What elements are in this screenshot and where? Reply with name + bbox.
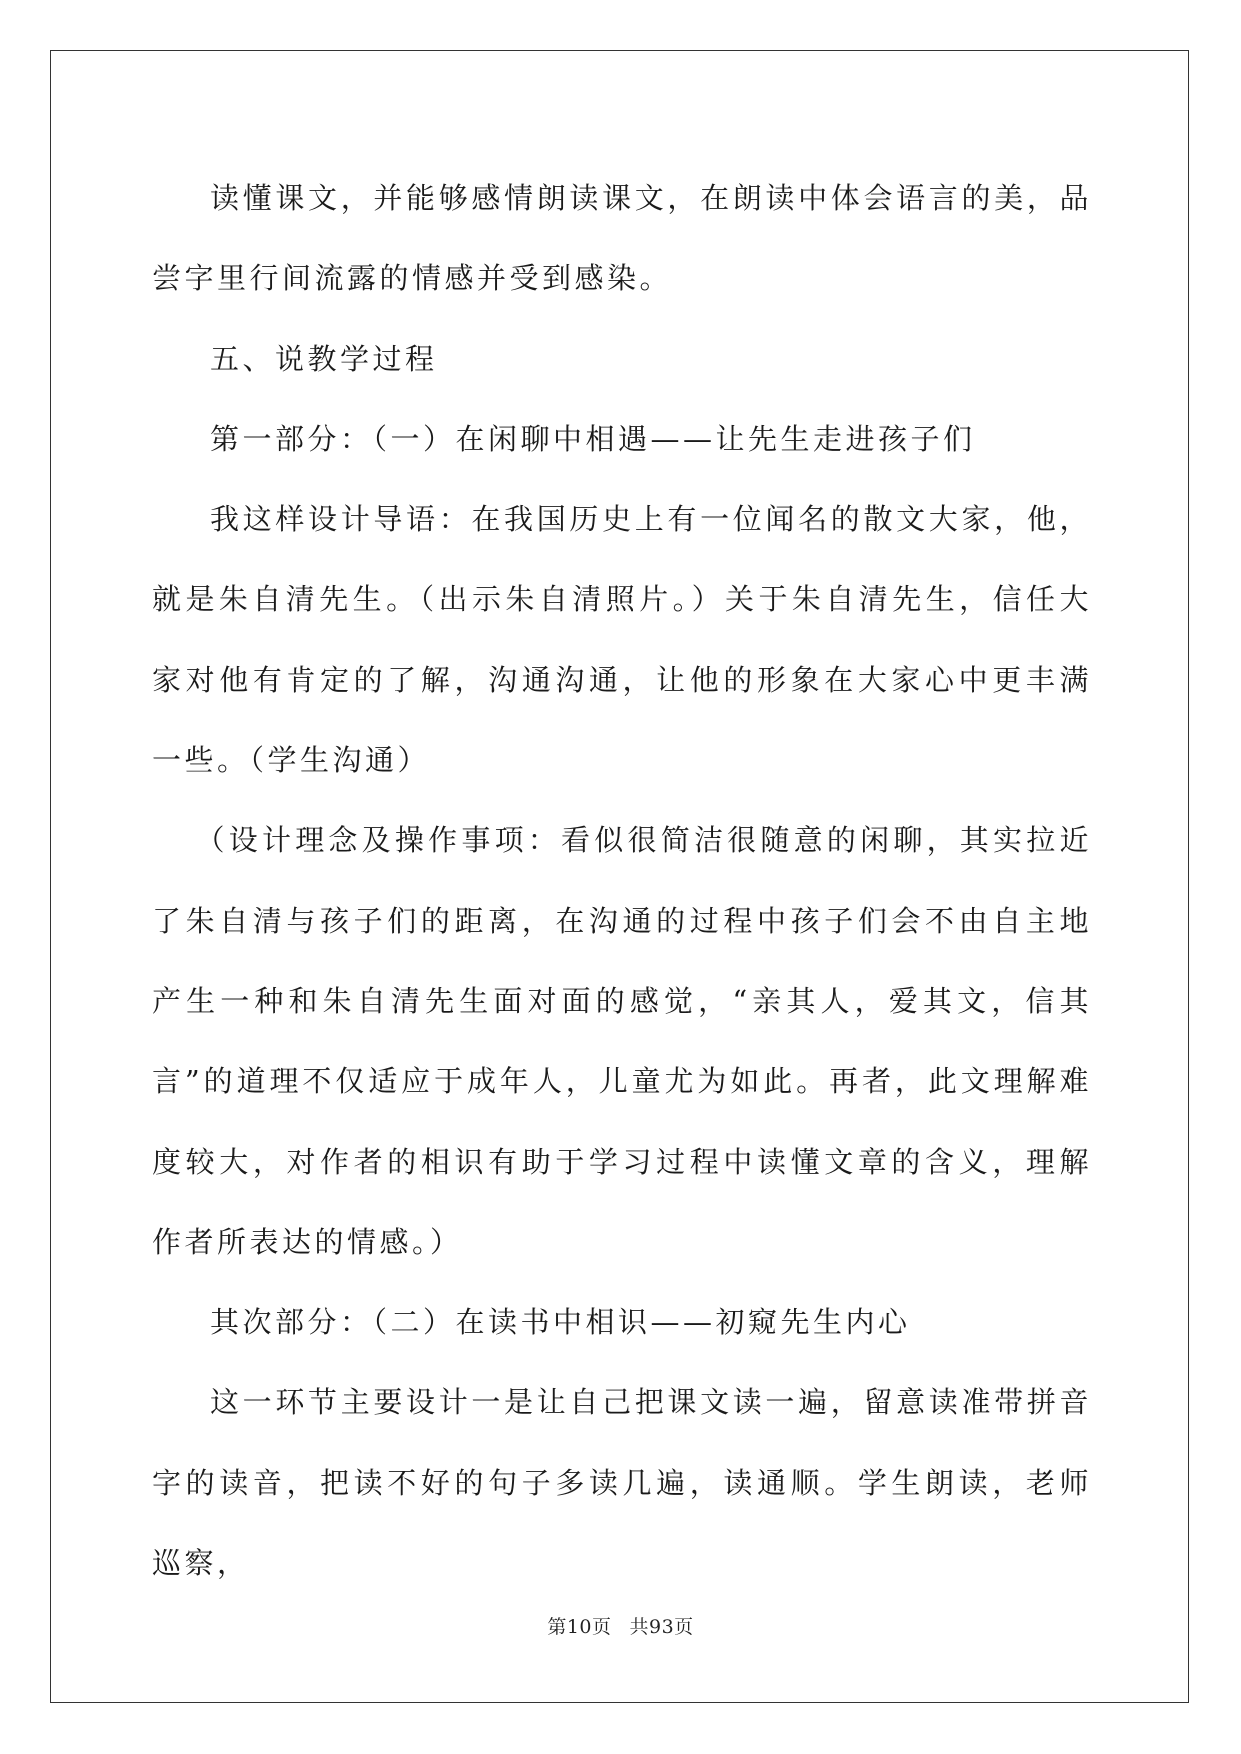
page-total: 共93页: [629, 1616, 694, 1638]
paragraph-introduction-design: 我这样设计导语：在我国历史上有一位闻名的散文大家，他，就是朱自清先生。（出示朱自清照片。）关于朱自清先生，信任大家对他有肯定的了解，沟通沟通，让他的形象在大家心中更丰满一些。（学生沟通）: [152, 502, 1092, 778]
page-number: 第10页: [547, 1616, 612, 1638]
paragraph-reading-activity: 这一环节主要设计一是让自己把课文读一遍，留意读准带拼音字的读音，把读不好的句子多读几遍，读通顺。学生朗读，老师巡察，: [152, 1385, 1092, 1581]
section-heading-teaching-process: 五、说教学过程: [210, 341, 438, 376]
document-body: [152, 158, 1092, 1603]
part-two-heading: 其次部分：（二）在读书中相识——初窥先生内心: [210, 1305, 911, 1340]
paragraph-reading-goal: 读懂课文，并能够感情朗读课文，在朗读中体会语言的美，品尝字里行间流露的情感并受到感染。: [152, 181, 1092, 296]
page-footer: [0, 1612, 1241, 1639]
part-one-heading: 第一部分：（一）在闲聊中相遇——让先生走进孩子们: [210, 421, 976, 456]
paragraph-design-rationale: （设计理念及操作事项：看似很简洁很随意的闲聊，其实拉近了朱自清与孩子们的距离，在沟通的过程中孩子们会不由自主地产生一种和朱自清先生面对面的感觉，“亲其人，爱其文，信其言”的道理不仅适应于成年人，儿童尤为如此。再者，此文理解难度较大，对作者的相识有助于学习过程中读懂文章的含义，理解作者所表达的情感。）: [152, 823, 1092, 1259]
